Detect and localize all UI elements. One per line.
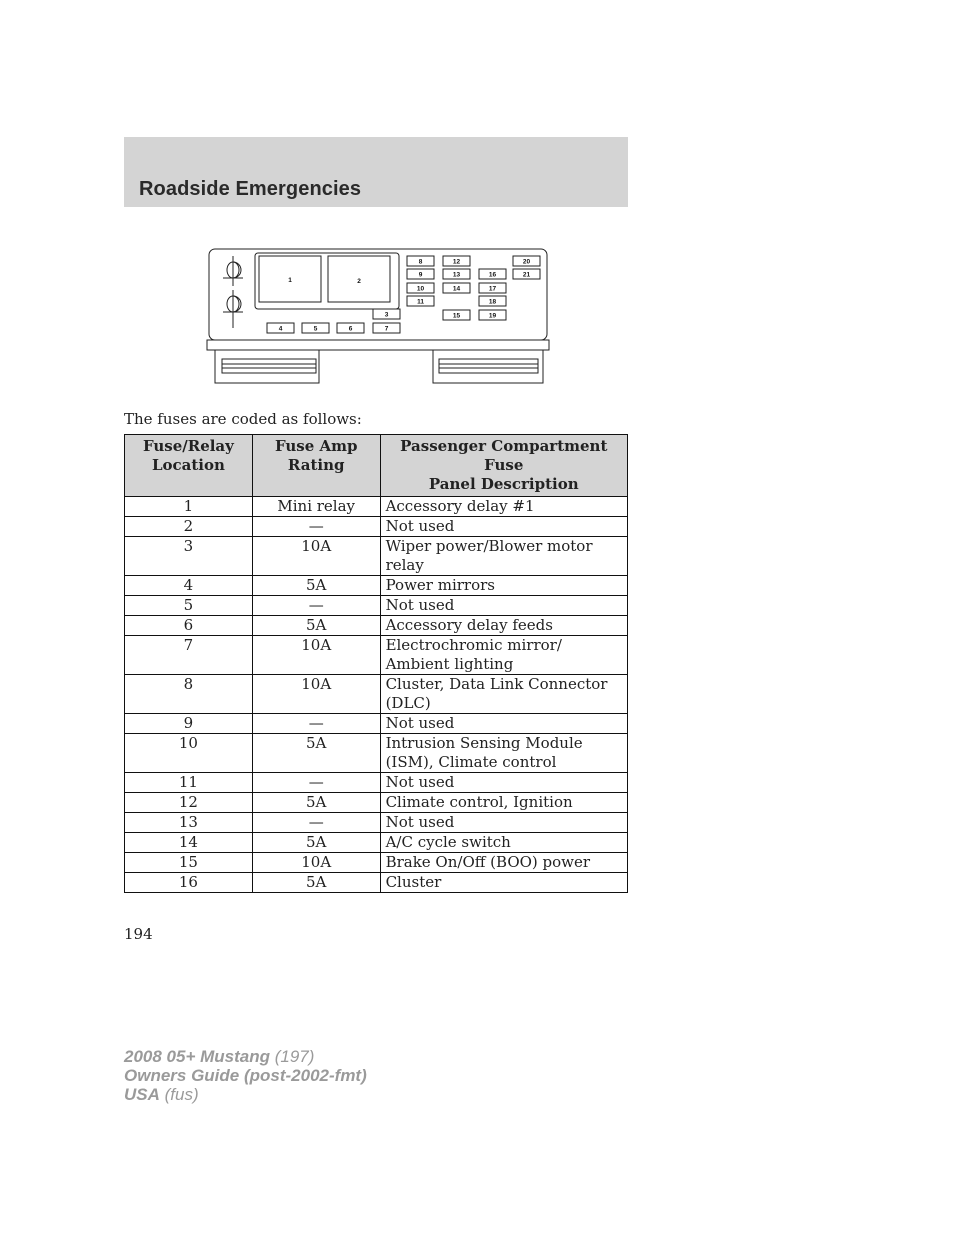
cell-rating: — [252,517,380,537]
fuse-18-label: 18 [488,298,497,306]
table-row [125,734,628,773]
cell-description: A/C cycle switch [380,833,627,853]
table-row [125,576,628,596]
relay-1-label: 1 [288,277,292,284]
fuse-5-label: 5 [313,325,318,333]
cell-location: 15 [125,853,253,873]
cell-location: 13 [125,813,253,833]
fuse-16-label: 16 [488,271,497,279]
cell-rating: 10A [252,537,380,576]
fuse-9-label: 9 [418,271,423,279]
cell-rating: 5A [252,793,380,813]
table-row [125,813,628,833]
table-row [125,873,628,893]
cell-rating: 5A [252,734,380,773]
cell-location: 14 [125,833,253,853]
cell-location: 2 [125,517,253,537]
cell-description: Intrusion Sensing Module (ISM), Climate control [380,734,627,773]
fuse-8-label: 8 [418,258,423,266]
table-row [125,517,628,537]
table-row [125,537,628,576]
cell-location: 7 [125,636,253,675]
cell-description: Power mirrors [380,576,627,596]
cell-location: 10 [125,734,253,773]
page-number: 194 [124,925,153,943]
cell-description: Not used [380,596,627,616]
cell-rating: 5A [252,833,380,853]
cell-rating: 5A [252,576,380,596]
fuse-21-label: 21 [522,271,531,279]
fuse-12-label: 12 [452,258,461,266]
cell-rating: 10A [252,636,380,675]
cell-rating: 5A [252,616,380,636]
footer-guide: Owners Guide (post-2002-fmt) [124,1066,367,1085]
cell-description: Cluster [380,873,627,893]
fuse-6-label: 6 [348,325,353,333]
cell-description: Climate control, Ignition [380,793,627,813]
cell-location: 11 [125,773,253,793]
fuse-13-label: 13 [452,271,461,279]
cell-description: Not used [380,714,627,734]
fuse-10-label: 10 [416,285,425,293]
footer-model-code: (197) [274,1047,315,1066]
cell-description: Not used [380,773,627,793]
table-header-row [125,435,628,497]
cell-rating: — [252,714,380,734]
cell-description: Accessory delay feeds [380,616,627,636]
footer-model: 2008 05+ Mustang [124,1047,270,1066]
table-row [125,833,628,853]
fuse-table [124,434,628,893]
footer-market: USA [124,1085,160,1104]
fuse-15-label: 15 [452,312,461,320]
cell-rating: 10A [252,675,380,714]
relay-2-label: 2 [357,278,361,285]
cell-description: Not used [380,813,627,833]
fuse-19-label: 19 [488,312,497,320]
cell-description: Electrochromic mirror/ Ambient lighting [380,636,627,675]
fuse-7-label: 7 [384,325,389,333]
cell-description: Accessory delay #1 [380,497,627,517]
table-row [125,853,628,873]
header-location: Fuse/Relay Location [125,435,253,497]
header-description: Passenger Compartment Fuse Panel Description [380,435,627,497]
cell-rating: 5A [252,873,380,893]
cell-location: 4 [125,576,253,596]
cell-description: Brake On/Off (BOO) power [380,853,627,873]
cell-location: 8 [125,675,253,714]
table-row [125,497,628,517]
footer-market-code: (fus) [164,1085,199,1104]
document-footer [124,1047,367,1104]
table-row [125,714,628,734]
cell-location: 9 [125,714,253,734]
cell-rating: 10A [252,853,380,873]
cell-location: 5 [125,596,253,616]
cell-rating: — [252,813,380,833]
header-rating: Fuse Amp Rating [252,435,380,497]
cell-location: 1 [125,497,253,517]
fuse-4-label: 4 [278,325,283,333]
fuse-panel-diagram [205,246,551,386]
fuse-17-label: 17 [488,285,497,293]
table-row [125,773,628,793]
cell-rating: Mini relay [252,497,380,517]
section-header [124,137,628,207]
cell-location: 12 [125,793,253,813]
cell-description: Not used [380,517,627,537]
cell-description: Wiper power/Blower motor relay [380,537,627,576]
cell-description: Cluster, Data Link Connector (DLC) [380,675,627,714]
fuse-11-label: 11 [417,298,424,306]
cell-rating: — [252,596,380,616]
intro-text: The fuses are coded as follows: [124,410,362,428]
cell-rating: — [252,773,380,793]
table-row [125,616,628,636]
table-row [125,596,628,616]
fuse-20-label: 20 [522,258,531,266]
cell-location: 3 [125,537,253,576]
fuse-14-label: 14 [452,285,461,293]
cell-location: 16 [125,873,253,893]
section-title: Roadside Emergencies [139,178,362,200]
fuse-3-label: 3 [384,311,389,319]
table-row [125,636,628,675]
table-row [125,793,628,813]
table-row [125,675,628,714]
cell-location: 6 [125,616,253,636]
